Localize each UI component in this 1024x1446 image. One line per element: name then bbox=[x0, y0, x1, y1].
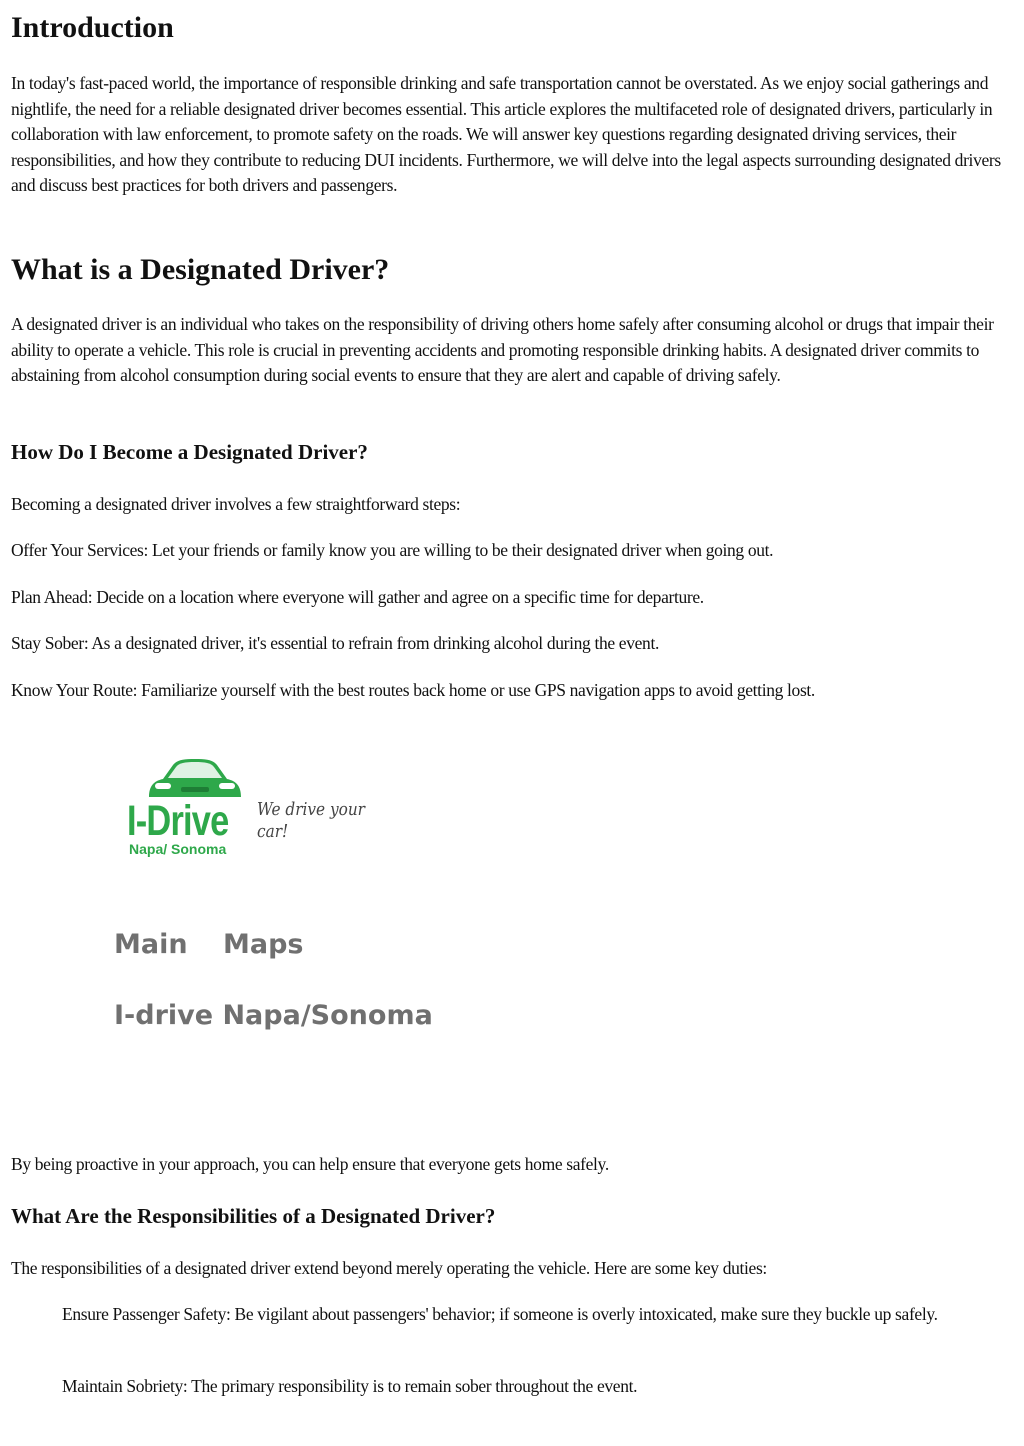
logo-brand: I-Drive bbox=[127, 797, 229, 845]
proactive-paragraph: By being proactive in your approach, you can help ensure that everyone gets home safely. bbox=[11, 1154, 609, 1174]
become-heading: How Do I Become a Designated Driver? bbox=[11, 440, 368, 464]
intro-heading: Introduction bbox=[11, 11, 174, 44]
logo-tagline: We drive your car! bbox=[257, 799, 365, 842]
responsibilities-intro: The responsibilities of a designated driver extend beyond merely operating the vehicle. Here are some key duties: bbox=[11, 1258, 767, 1278]
responsibilities-heading: What Are the Responsibilities of a Designated Driver? bbox=[11, 1204, 496, 1228]
site-title-link[interactable]: I-drive Napa/Sonoma bbox=[114, 1000, 433, 1031]
what-paragraph: A designated driver is an individual who takes on the responsibility of driving others home safely after consuming alcohol or drugs that impair their ability to operate a vehicle. This role is crucial in preventing accidents and promoting responsible drinking habits. A designated driver commits to abstaining from alcohol consumption during social events to ensure that they are alert and capable of driving safely. bbox=[11, 314, 994, 386]
nav-maps-link[interactable]: Maps bbox=[223, 929, 304, 960]
intro-paragraph: In today's fast-paced world, the importance of responsible drinking and safe transportation cannot be overstated. As we enjoy social gatherings and nightlife, the need for a reliable designated driver becomes essential. This article explores the multifaceted role of designated drivers, particularly in collaboration with law enforcement, to promote safety on the roads. We will answer key questions regarding designated driving services, their responsibilities, and how they contribute to reducing DUI incidents. Furthermore, we will delve into the legal aspects surrounding designated drivers and discuss best practices for both drivers and passengers. bbox=[11, 73, 1001, 196]
what-heading: What is a Designated Driver? bbox=[11, 253, 390, 286]
responsibility-item: Maintain Sobriety: The primary responsibility is to remain sober throughout the event. bbox=[62, 1376, 638, 1396]
step-item: Know Your Route: Familiarize yourself with the best routes back home or use GPS navigation apps to avoid getting lost. bbox=[11, 680, 815, 700]
logo-subtitle: Napa/ Sonoma bbox=[129, 841, 227, 857]
step-item: Plan Ahead: Decide on a location where everyone will gather and agree on a specific time for departure. bbox=[11, 587, 704, 607]
car-icon bbox=[143, 757, 247, 801]
step-item: Stay Sober: As a designated driver, it's essential to refrain from drinking alcohol during the event. bbox=[11, 633, 659, 653]
nav-main-link[interactable]: Main bbox=[114, 929, 188, 960]
step-item: Offer Your Services: Let your friends or family know you are willing to be their designated driver when going out. bbox=[11, 540, 774, 560]
become-intro: Becoming a designated driver involves a few straightforward steps: bbox=[11, 494, 461, 514]
idrive-logo[interactable] bbox=[115, 755, 415, 865]
responsibility-item: Ensure Passenger Safety: Be vigilant about passengers' behavior; if someone is overly intoxicated, make sure they buckle up safely. bbox=[62, 1304, 938, 1324]
